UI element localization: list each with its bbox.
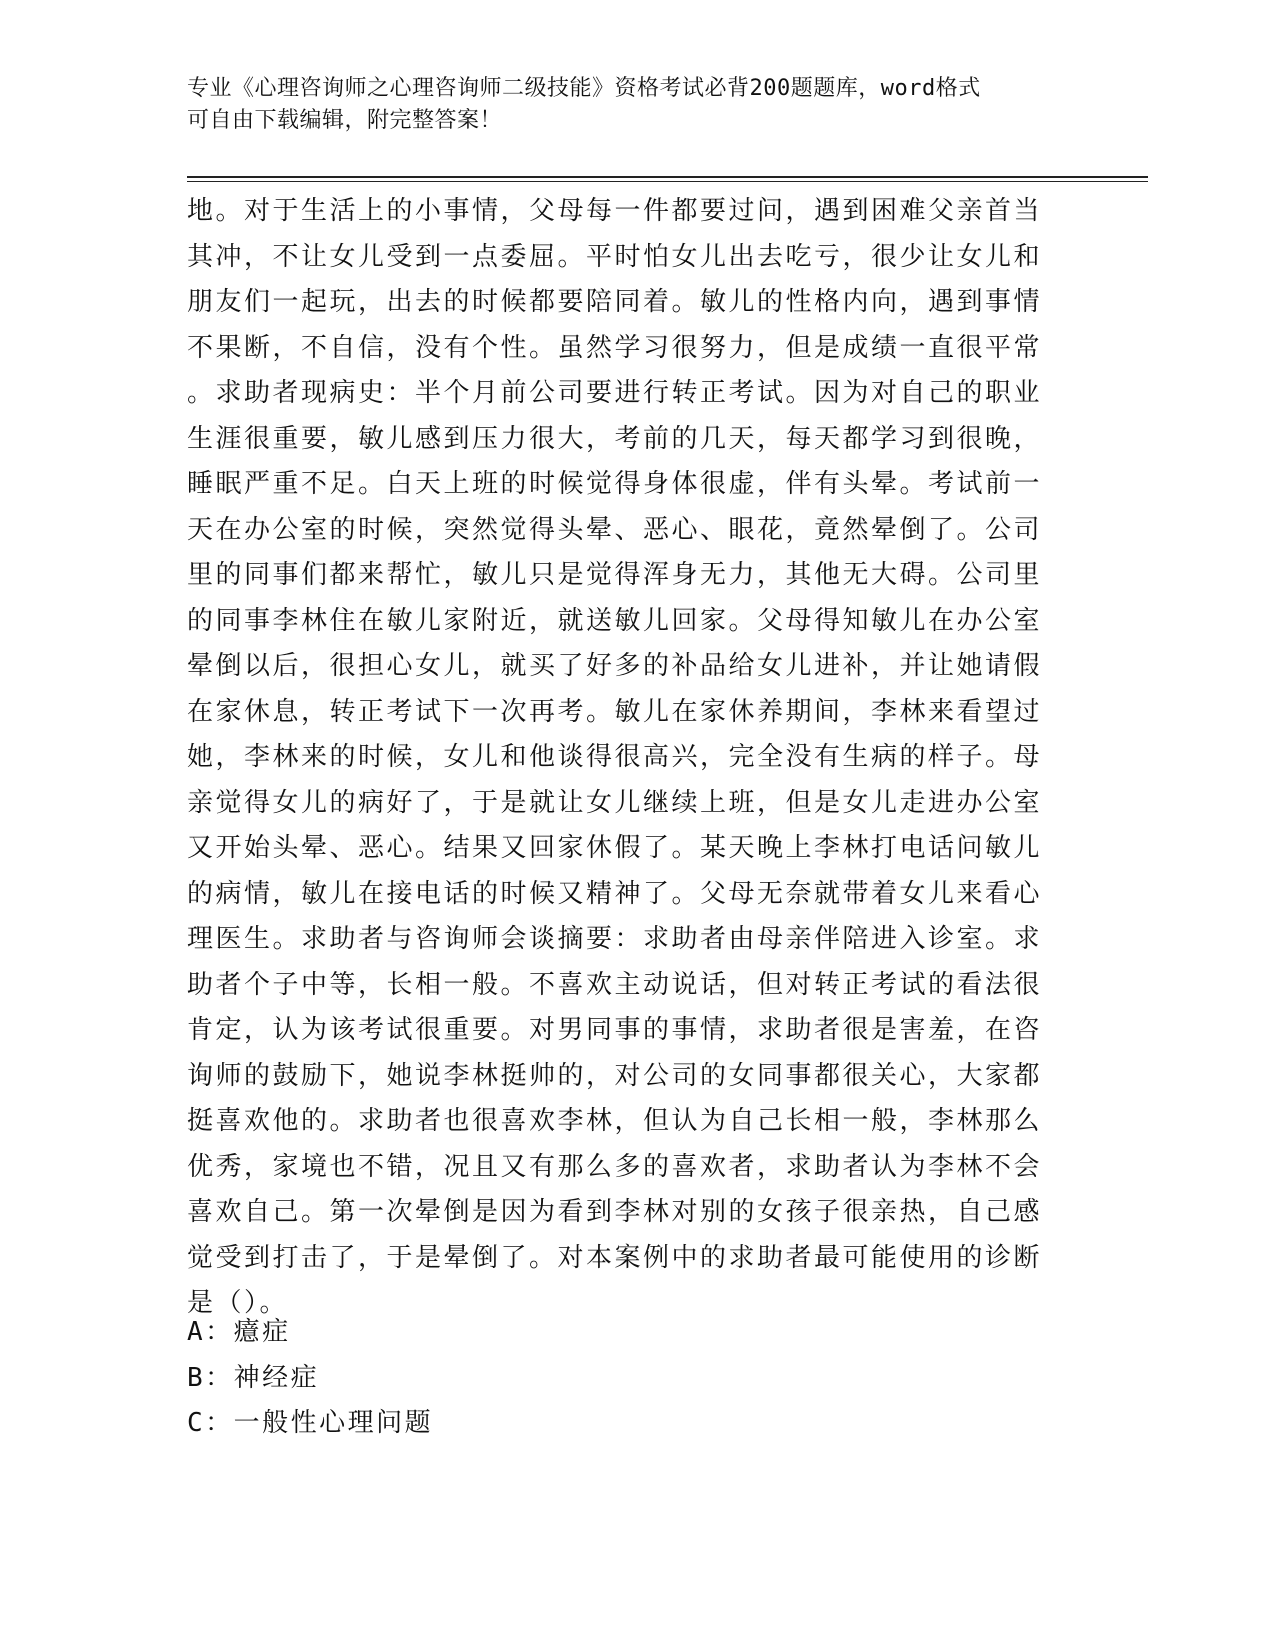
question-line: 。求助者现病史：半个月前公司要进行转正考试。因为对自己的职业 [187, 378, 1043, 408]
question-line: 助者个子中等，长相一般。不喜欢主动说话，但对转正考试的看法很 [187, 969, 1043, 1000]
question-line: 地。对于生活上的小事情，父母每一件都要过问，遇到困难父亲首当 [187, 196, 1043, 226]
question-line: 的病情，敏儿在接电话的时候又精神了。父母无奈就带着女儿来看心 [187, 878, 1043, 909]
answer-options [187, 1310, 1067, 1447]
question-line: 里的同事们都来帮忙，敏儿只是觉得浑身无力，其他无大碍。公司里 [187, 560, 1043, 590]
option-c: C：一般性心理问题 [187, 1408, 434, 1438]
question-line: 是（）。 [187, 1288, 289, 1318]
question-line: 天在办公室的时候，突然觉得头晕、恶心、眼花，竟然晕倒了。公司 [187, 514, 1043, 545]
question-line: 在家休息，转正考试下一次再考。敏儿在家休养期间，李林来看望过 [187, 696, 1043, 727]
question-line: 生涯很重要，敏儿感到压力很大，考前的几天，每天都学习到很晚， [187, 423, 1043, 454]
question-text [187, 189, 1067, 1327]
question-line: 又开始头晕、恶心。结果又回家休假了。某天晚上李林打电话问敏儿 [187, 833, 1043, 863]
option-a: A：癔症 [187, 1317, 291, 1347]
question-line: 其冲，不让女儿受到一点委屈。平时怕女儿出去吃亏，很少让女儿和 [187, 241, 1043, 272]
question-line: 睡眠严重不足。白天上班的时候觉得身体很虚，伴有头晕。考试前一 [187, 469, 1043, 499]
question-line: 询师的鼓励下，她说李林挺帅的，对公司的女同事都很关心，大家都 [187, 1060, 1043, 1091]
header-line-2: 可自由下载编辑，附完整答案！ [187, 108, 503, 133]
document-header [187, 73, 1067, 137]
question-line: 挺喜欢他的。求助者也很喜欢李林，但认为自己长相一般，李林那么 [187, 1106, 1043, 1136]
question-line: 理医生。求助者与咨询师会谈摘要：求助者由母亲伴陪进入诊室。求 [187, 924, 1043, 954]
header-line-1: 专业《心理咨询师之心理咨询师二级技能》资格考试必背200题题库，word格式 [187, 76, 981, 101]
question-line: 她，李林来的时候，女儿和他谈得很高兴，完全没有生病的样子。母 [187, 742, 1043, 772]
question-line: 不果断，不自信，没有个性。虽然学习很努力，但是成绩一直很平常 [187, 332, 1043, 363]
question-line: 晕倒以后，很担心女儿，就买了好多的补品给女儿进补，并让她请假 [187, 651, 1043, 681]
question-line: 优秀，家境也不错，况且又有那么多的喜欢者，求助者认为李林不会 [187, 1151, 1043, 1182]
option-b: B：神经症 [187, 1362, 320, 1393]
question-line: 喜欢自己。第一次晕倒是因为看到李林对别的女孩子很亲热，自己感 [187, 1197, 1043, 1227]
question-line: 觉受到打击了，于是晕倒了。对本案例中的求助者最可能使用的诊断 [187, 1242, 1043, 1273]
header-divider-thick [187, 176, 1148, 178]
question-line: 朋友们一起玩，出去的时候都要陪同着。敏儿的性格内向，遇到事情 [187, 287, 1043, 317]
question-line: 肯定，认为该考试很重要。对男同事的事情，求助者很是害羞，在咨 [187, 1015, 1043, 1045]
question-line: 亲觉得女儿的病好了，于是就让女儿继续上班，但是女儿走进办公室 [187, 787, 1043, 818]
header-divider-thin [187, 181, 1148, 182]
question-line: 的同事李林住在敏儿家附近，就送敏儿回家。父母得知敏儿在办公室 [187, 605, 1043, 636]
